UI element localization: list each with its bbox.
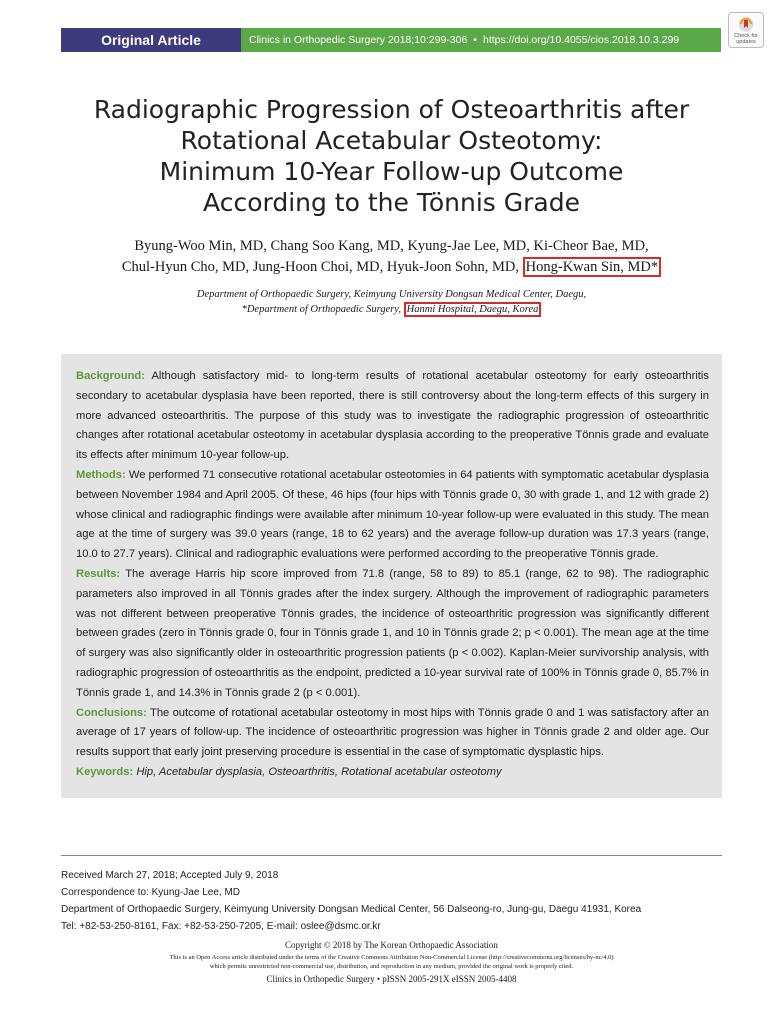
bookmark-icon: [738, 16, 754, 32]
affiliation-line: Department of Orthopaedic Surgery, Keimyung University Dongsan Medical Center, Daegu,: [196, 289, 587, 300]
badge-label: Check for updates: [734, 33, 758, 45]
abstract-methods: Methods: We performed 71 consecutive rotational acetabular osteotomies in 64 patients with symptomatic acetabular dysplasia between November 1984 and April 2005. Of these, 46 hips (four hips with Tönnis grade 0, 30 with grade 1, and 12 with grade 2) whose clinical and radiographic findings were available after minimum 10-year follow-up were evaluated in this study. The mean age at the time of surgery was 39.0 years (range, 18 to 62 years) and the average follow-up duration was 17.3 years (range, 10.0 to 27.7 years). Clinical and radiographic evaluations were performed according to the preoperative Tönnis grade.: [76, 468, 709, 561]
affiliation-line: [60, 302, 723, 317]
affiliation-prefix: *Department of Orthopaedic Surgery,: [241, 304, 402, 315]
correspondence-author: Correspondence to: Kyung-Jae Lee, MD: [61, 887, 240, 898]
received-date: Received March 27, 2018; Accepted July 9, 2018: [61, 870, 279, 881]
abstract-section-label: Keywords:: [76, 765, 134, 778]
abstract-results: Results: The average Harris hip score improved from 71.8 (range, 58 to 89) to 85.1 (range, 62 to 98). The radiographic parameters also improved in all Tönnis grades after the index surgery. Although the improvement of radiographic parameters was not different between preoperative Tönnis grades, the incidence of osteoarthritic progression was significantly different between grades (zero in Tönnis grade 0, four in Tönnis grade 1, and 10 in Tönnis grade 2; p < 0.001). The mean age at the time of surgery was also significantly older in osteoarthritic progression patients (p < 0.002). Kaplan-Meier survivorship analysis, with radiographic progression of osteoarthritis as the endpoint, predicted a 10-year survival rate of 100% in Tönnis grade 0, 85.7% in Tönnis grade 1, and 14.3% in Tönnis grade 2 (p < 0.001).: [76, 567, 710, 699]
title-line: According to the Tönnis Grade: [203, 188, 580, 217]
footnote-divider: [61, 855, 722, 856]
correspondence-contact: Tel: +82-53-250-8161, Fax: +82-53-250-7205, E-mail: oslee@dsmc.or.kr: [61, 921, 381, 932]
abstract-section-label: Background:: [76, 370, 145, 382]
abstract-background: Background: Although satisfactory mid- to long-term results of rotational acetabular osteotomy for early osteoarthritis secondary to acetabular dysplasia have been reported, there is still controversy about the long-term effects of this surgery in more advanced osteoarthritis. The purpose of this study was to investigate the radiographic progression of osteoarthritic changes after rotational acetabular osteotomy in acetabular dysplasia according to the preoperative Tönnis grade and evaluate its effects after minimum 10-year follow-up.: [76, 370, 709, 462]
article-header-bar: [61, 28, 721, 52]
journal-issn-line: Clinics in Orthopedic Surgery • pISSN 2005-291X eISSN 2005-4408: [266, 974, 517, 984]
title-line: Rotational Acetabular Osteotomy:: [180, 126, 603, 155]
copyright-notice: Copyright © 2018 by The Korean Orthopaedic Association: [285, 940, 498, 950]
abstract-content: [76, 367, 709, 783]
citation-separator: •: [473, 34, 477, 46]
license-line: This is an Open Access article distributed under the terms of the Creative Commons Attribution Non-Commercial License (http://creativecommons.org/licenses/by-nc/4.0): [169, 954, 614, 961]
check-for-updates-badge[interactable]: [728, 12, 764, 48]
abstract-section-label: Conclusions:: [76, 706, 147, 719]
title-line: Minimum 10-Year Follow-up Outcome: [159, 157, 624, 186]
keywords-text: Hip, Acetabular dysplasia, Osteoarthritis, Rotational acetabular osteotomy: [136, 765, 502, 778]
abstract-box: [61, 354, 722, 798]
abstract-section-label: Methods:: [76, 468, 126, 481]
author-line: [60, 257, 723, 278]
abstract-keywords: [76, 763, 709, 783]
article-type-label: Original Article: [61, 28, 241, 52]
highlighted-affiliation: Hanmi Hospital, Daegu, Korea: [404, 302, 542, 317]
author-line-prefix: Chul-Hyun Cho, MD, Jung-Hoon Choi, MD, Hyuk-Joon Sohn, MD,: [121, 259, 520, 275]
author-list: [60, 236, 723, 278]
license-line: which permits unrestricted non-commercial use, distribution, and reproduction in any medium, provided the original work is properly cited.: [209, 963, 574, 970]
abstract-conclusions: Conclusions: The outcome of rotational acetabular osteotomy in most hips with Tönnis grade 0 and 1 was satisfactory after an average of 17 years of follow-up. The incidence of osteoarthritic progression was higher in Tönnis grade 2 and older age. Our results support that early joint preserving procedure is essential in the case of symptomatic dysplastic hips.: [76, 706, 709, 759]
license-notice: [61, 953, 722, 971]
citation-bar: [241, 28, 721, 52]
doi-link[interactable]: https://doi.org/10.4055/cios.2018.10.3.299: [482, 34, 680, 46]
article-title: [40, 94, 743, 218]
journal-citation: Clinics in Orthopedic Surgery 2018;10:299-306: [249, 34, 468, 46]
highlighted-author: Hong-Kwan Sin, MD*: [523, 257, 662, 277]
title-line: Radiographic Progression of Osteoarthritis after: [93, 95, 690, 124]
correspondence-address: Department of Orthopaedic Surgery, Keimyung University Dongsan Medical Center, 56 Dalseong-ro, Jung-gu, Daegu 41931, Korea: [61, 904, 642, 915]
affiliations: [60, 287, 723, 317]
abstract-section-label: Results:: [76, 567, 121, 580]
correspondence-footnote: [61, 867, 722, 935]
author-line: Byung-Woo Min, MD, Chang Soo Kang, MD, Kyung-Jae Lee, MD, Ki-Cheor Bae, MD,: [134, 238, 649, 254]
